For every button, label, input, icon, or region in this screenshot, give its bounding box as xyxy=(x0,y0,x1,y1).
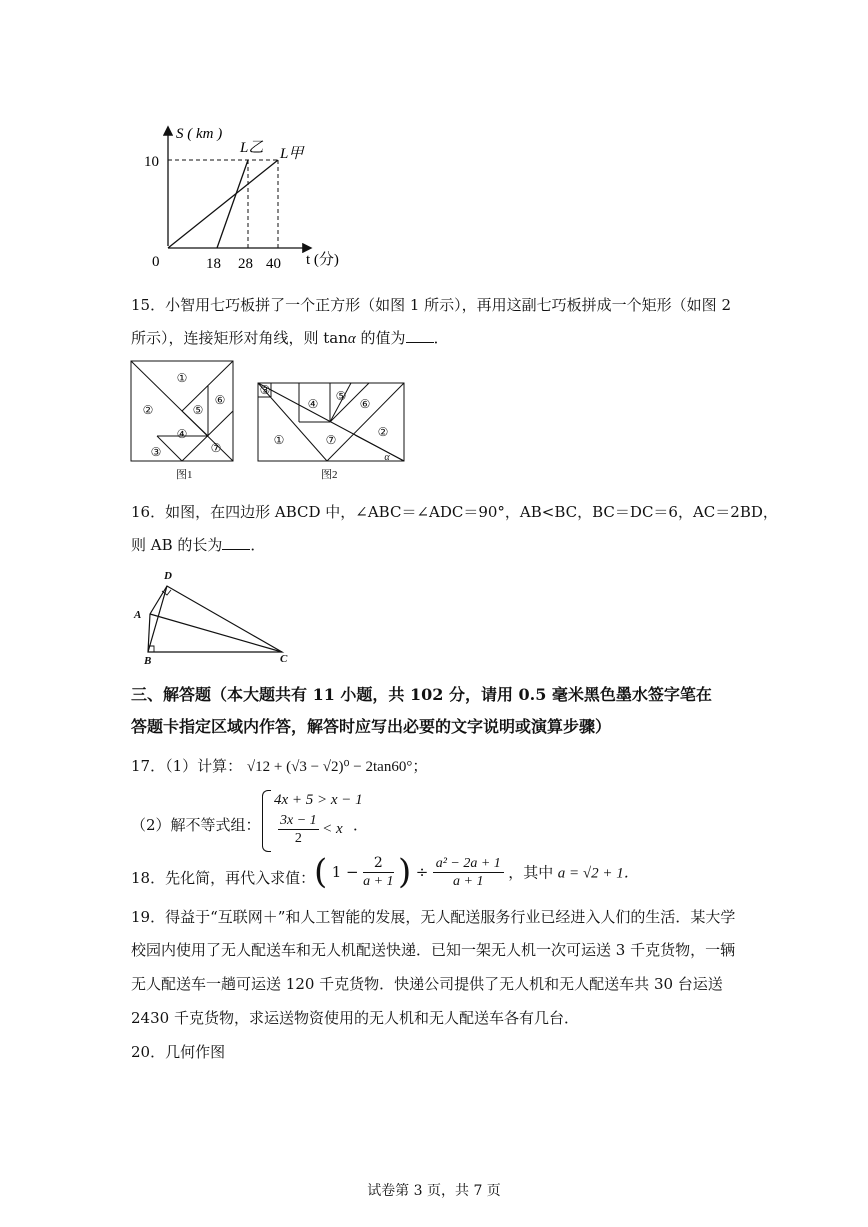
q18-label: 18．先化简，再代入求值： xyxy=(131,869,316,887)
q18-frac2-den: a + 1 xyxy=(453,873,484,889)
x-tick-40: 40 xyxy=(266,256,281,272)
q15-line2-c: ． xyxy=(433,329,449,347)
fig1-label-4: ④ xyxy=(176,427,188,441)
fig1-label-6: ⑥ xyxy=(214,393,226,407)
q17-part2-end: ． xyxy=(353,816,369,834)
point-A: A xyxy=(134,609,142,621)
q18-left-paren: ( xyxy=(314,852,328,892)
fig2-label-4: ④ xyxy=(307,397,319,411)
fig2-label-7: ⑦ xyxy=(325,433,337,447)
q16-line2 xyxy=(131,535,265,555)
q15-alpha: α xyxy=(347,331,356,347)
q18-one-minus: 1 − xyxy=(331,863,359,881)
page-footer: 试卷第 3 页，共 7 页 xyxy=(367,1183,501,1199)
line-jia-label: L甲 xyxy=(280,146,304,162)
fig2-label-3: ③ xyxy=(259,383,271,397)
section3-line2: 答题卡指定区域内作答，解答时应写出必要的文字说明或演算步骤） xyxy=(131,717,612,736)
q15-line2 xyxy=(131,328,449,349)
q17-ineq2-rel: < x xyxy=(322,821,343,837)
q16-answer-blank xyxy=(222,535,250,550)
q17-part1-expr: √12 + (√3 − √2)⁰ − 2tan60°； xyxy=(246,759,428,775)
q18-frac1-num: 2 xyxy=(363,855,393,873)
fig2-label-6: ⑥ xyxy=(359,397,371,411)
point-D: D xyxy=(164,570,172,582)
origin-label: 0 xyxy=(152,254,160,270)
fig1-label-5: ⑤ xyxy=(192,403,204,417)
y-tick-10: 10 xyxy=(144,154,159,170)
tangram-figure-1 xyxy=(128,358,238,480)
x-tick-28: 28 xyxy=(238,256,253,272)
q18-value: a = √2 + 1． xyxy=(557,865,639,882)
fig2-alpha: α xyxy=(384,452,390,463)
point-C: C xyxy=(280,653,288,665)
x-tick-18: 18 xyxy=(206,256,221,272)
fig1-label-7: ⑦ xyxy=(210,441,222,455)
q18-frac2-num: a² − 2a + 1 xyxy=(433,855,504,873)
q17-part1 xyxy=(131,756,427,777)
q18-tail: ，其中 xyxy=(508,863,554,882)
line-yi-label: L乙 xyxy=(240,140,264,156)
fig1-label-3: ③ xyxy=(150,445,162,459)
q19-line1: 19．得益于“互联网＋”和人工智能的发展，无人配送服务行业已经进入人们的生活．某大学 xyxy=(131,908,736,926)
q18-div: ÷ xyxy=(415,863,429,881)
fig1-caption: 图1 xyxy=(176,469,193,480)
q18-right-paren: ) xyxy=(397,852,412,892)
section3-line1: 三、解答题（本大题共有 11 小题，共 102 分，请用 0.5 毫米黑色墨水签字笔在 xyxy=(131,685,712,704)
line-jia xyxy=(168,160,278,248)
q16-line2-b: ． xyxy=(250,536,266,554)
fig1-label-2: ② xyxy=(142,403,154,417)
q17-part2-label: （2）解不等式组： xyxy=(131,816,261,834)
q17-system-brace xyxy=(262,790,271,852)
quadrilateral-figure xyxy=(130,566,295,666)
q19-line3: 无人配送车一趟可运送 120 千克货物．快递公司提供了无人机和无人配送车共 30 台运送 xyxy=(131,975,723,993)
q19-line2: 校园内使用了无人配送车和无人机配送快递．已知一架无人机一次可运送 3 千克货物，一辆 xyxy=(131,941,736,959)
x-axis-label: t (分) xyxy=(306,252,339,268)
q18-expression xyxy=(314,854,639,890)
q16-line2-a: 则 AB 的长为 xyxy=(131,536,223,554)
line-yi xyxy=(217,160,248,248)
point-B: B xyxy=(144,655,152,666)
tangram-figure-2 xyxy=(255,380,410,480)
q18-frac1-den: a + 1 xyxy=(363,873,394,889)
fig2-label-1: ① xyxy=(273,433,285,447)
q17-ineq1: 4x + 5 > x − 1 xyxy=(274,792,363,808)
q20-line1: 20．几何作图 xyxy=(131,1043,226,1061)
q15-line1: 15．小智用七巧板拼了一个正方形（如图 1 所示），再用这副七巧板拼成一个矩形（如图 2 xyxy=(131,296,731,314)
q19-line4: 2430 千克货物，求运送物资使用的无人机和无人配送车各有几台． xyxy=(131,1009,579,1027)
q17-part1-label: 17．（1）计算： xyxy=(131,757,243,775)
distance-time-graph xyxy=(140,118,370,278)
q17-ineq2-num: 3x − 1 xyxy=(280,813,317,828)
q15-line2-a: 所示），连接矩形对角线，则 tan xyxy=(131,329,348,347)
q17-ineq2 xyxy=(278,812,343,847)
q16-line1: 16．如图，在四边形 ABCD 中，∠ABC＝∠ADC＝90°，AB<BC，BC＝DC＝6，AC＝2BD， xyxy=(131,503,778,521)
y-axis-label: S ( km ) xyxy=(176,126,223,142)
q17-ineq2-den: 2 xyxy=(294,831,302,846)
q15-line2-b: 的值为 xyxy=(355,329,406,347)
fig2-caption: 图2 xyxy=(321,469,338,480)
fig1-label-1: ① xyxy=(176,371,188,385)
fig2-label-2: ② xyxy=(377,425,389,439)
q15-answer-blank xyxy=(406,328,434,343)
fig2-label-5: ⑤ xyxy=(335,389,347,403)
